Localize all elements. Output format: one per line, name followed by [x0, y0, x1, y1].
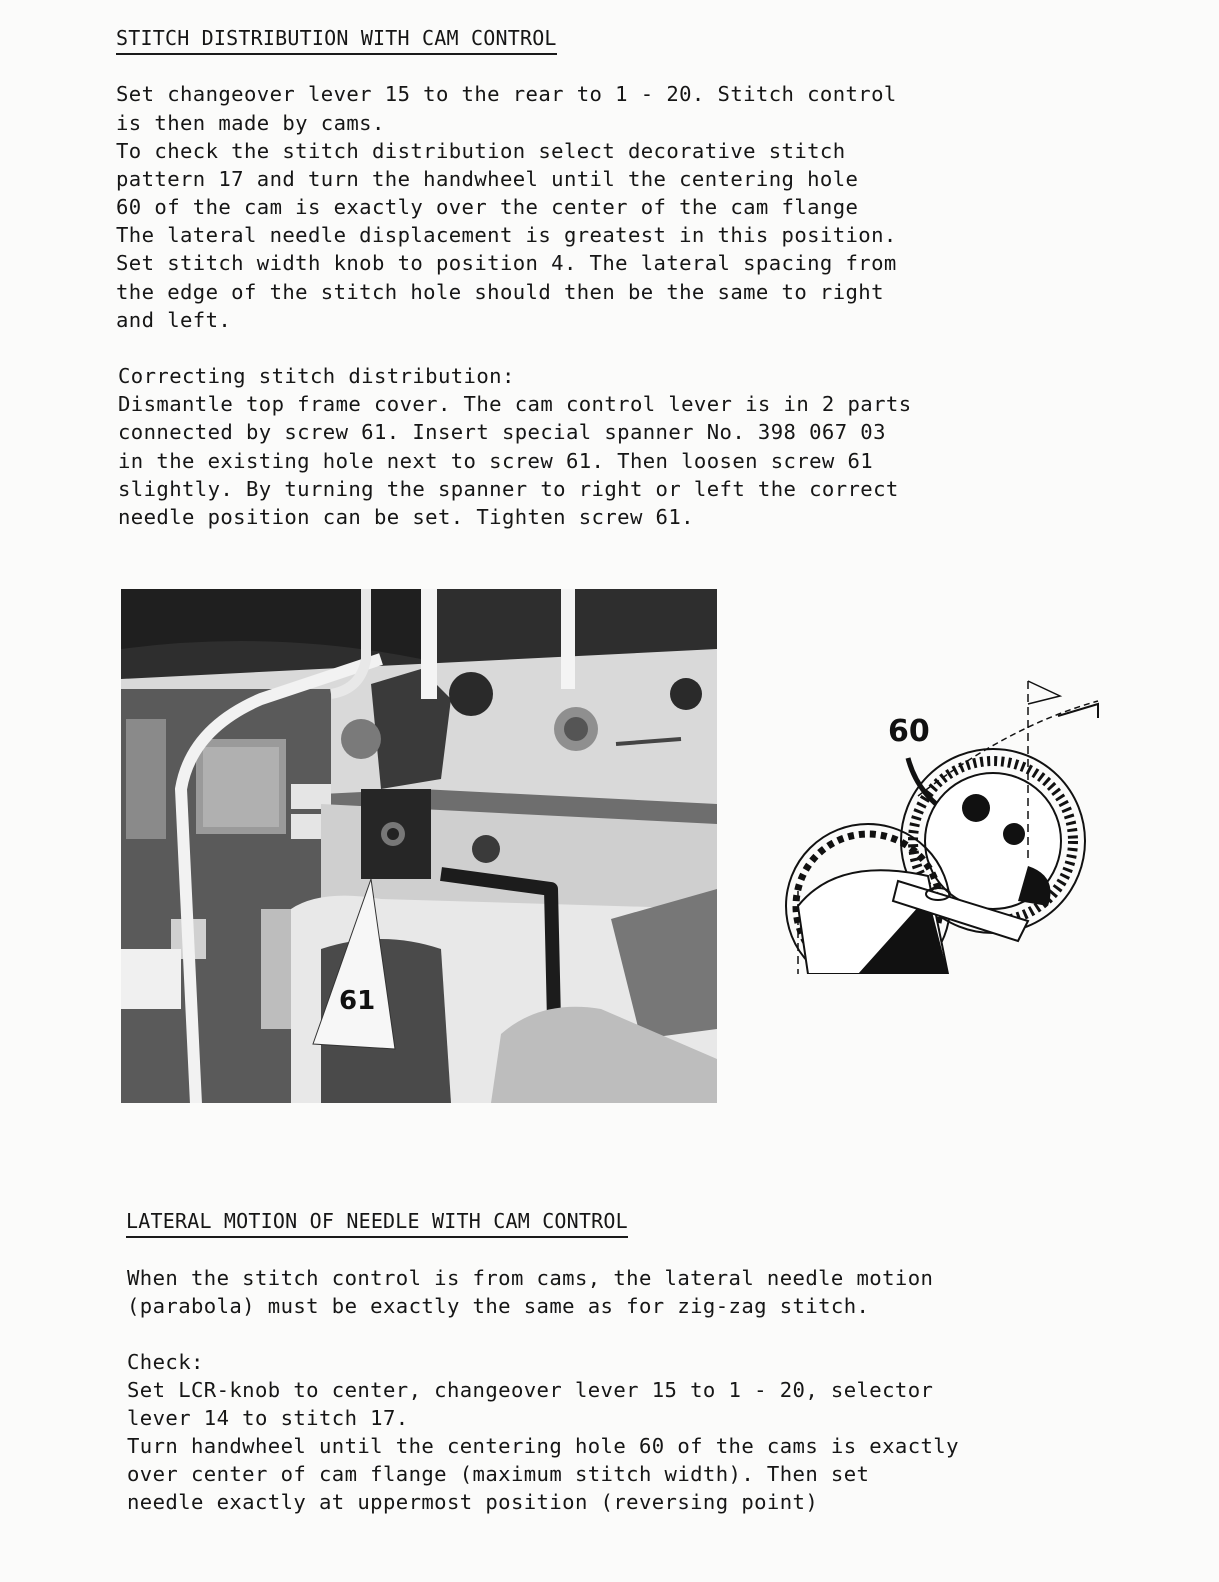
text-line: connected by screw 61. Insert special spanner No. 398 067 03 — [118, 420, 886, 444]
section2-heading: LATERAL MOTION OF NEEDLE WITH CAM CONTROL — [126, 1209, 628, 1238]
text-line: Turn handwheel until the centering hole 60 of the cams is exactly — [127, 1434, 959, 1458]
text-line: The lateral needle displacement is greatest in this position. — [116, 223, 897, 247]
diagram-callout-label: 60 — [888, 714, 930, 749]
text-line: Dismantle top frame cover. The cam control lever is in 2 parts — [118, 392, 912, 416]
text-line: is then made by cams. — [116, 111, 385, 135]
subheading: Correcting stitch distribution: — [118, 364, 515, 388]
text-line: needle exactly at uppermost position (reversing point) — [127, 1490, 819, 1514]
text-line: needle position can be set. Tighten screw 61. — [118, 505, 694, 529]
text-line: (parabola) must be exactly the same as for zig-zag stitch. — [127, 1294, 870, 1318]
text-line: Set LCR-knob to center, changeover lever 15 to 1 - 20, selector — [127, 1378, 934, 1402]
text-line: Set stitch width knob to position 4. The lateral spacing from — [116, 251, 897, 275]
mechanism-photo — [121, 589, 717, 1103]
text-line: the edge of the stitch hole should then be the same to right — [116, 280, 884, 304]
text-line: over center of cam flange (maximum stitch width). Then set — [127, 1462, 870, 1486]
text-line: 60 of the cam is exactly over the center of the cam flange — [116, 195, 859, 219]
text-line: Set changeover lever 15 to the rear to 1 - 20. Stitch control — [116, 82, 897, 106]
text-line: When the stitch control is from cams, the lateral needle motion — [127, 1266, 934, 1290]
text-line: in the existing hole next to screw 61. Then loosen screw 61 — [118, 449, 874, 473]
text-line: To check the stitch distribution select decorative stitch — [116, 139, 846, 163]
photo-callout-label: 61 — [339, 986, 376, 1016]
subheading: Check: — [127, 1350, 204, 1374]
text-line: and left. — [116, 308, 232, 332]
section1-heading: STITCH DISTRIBUTION WITH CAM CONTROL — [116, 26, 557, 55]
text-line: slightly. By turning the spanner to right or left the correct — [118, 477, 899, 501]
cam-diagram — [778, 676, 1102, 974]
text-line: pattern 17 and turn the handwheel until the centering hole — [116, 167, 859, 191]
text-line: lever 14 to stitch 17. — [127, 1406, 409, 1430]
